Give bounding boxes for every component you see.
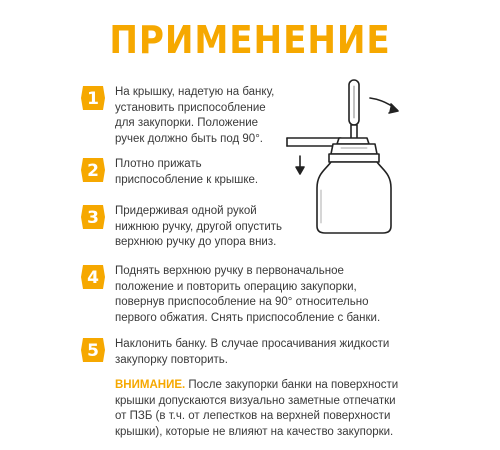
- step-text: Придерживая одной рукой нижнюю ручку, другой опустить верхнюю ручку до упора вниз.: [115, 205, 283, 248]
- warning-note: [115, 378, 398, 440]
- step-text: Наклонить банку. В случае просачивания жидкости закупорку повторить.: [115, 338, 390, 366]
- jar-sealer-illustration: [285, 78, 410, 243]
- step-number: 5: [87, 341, 99, 361]
- step-text: Поднять верхнюю ручку в первоначальное положение и повторить операцию закупорки, повернув приспособление на 90° относительно первого обжатия. Снять приспособление с банки.: [115, 265, 381, 324]
- step-number: 4: [87, 268, 99, 288]
- warning-text: от ПЗБ (в т.ч. от лепестков на верхней поверхности: [115, 410, 391, 422]
- step-number-badge: [80, 157, 106, 183]
- warning-text: крышки), которые не влияют на качество закупорки.: [115, 425, 394, 438]
- step-number-badge: [80, 264, 106, 290]
- warning-label: ВНИМАНИЕ.: [115, 379, 186, 391]
- step-number: 3: [87, 208, 99, 228]
- step-number-badge: [80, 204, 106, 230]
- warning-text: После закупорки банки на поверхности: [185, 379, 399, 391]
- warning-text: крышки допускаются визуально заметные отпечатки: [115, 394, 396, 407]
- step-number: 2: [87, 161, 99, 181]
- step-number-badge: [80, 337, 106, 363]
- step-number: 1: [87, 89, 99, 109]
- step-text: Плотно прижать приспособление к крышке.: [115, 158, 259, 186]
- page-title: ПРИМЕНЕНИЕ: [109, 18, 391, 62]
- step-number-badge: [80, 85, 106, 111]
- step-text: На крышку, надетую на банку, установить приспособление для закупорки. Положение ручек должно быть под 90°.: [115, 86, 275, 145]
